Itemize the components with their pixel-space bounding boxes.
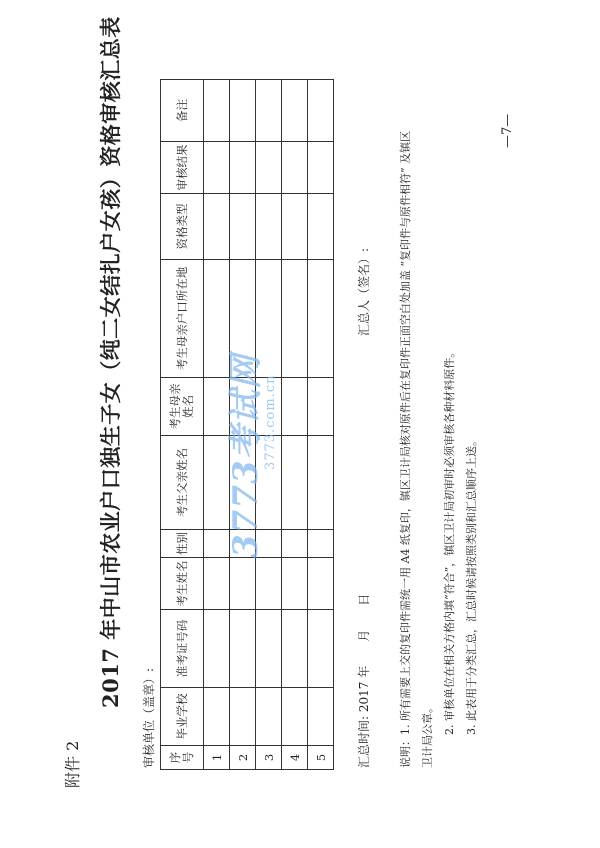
table-cell <box>204 194 230 260</box>
row-number: 5 <box>308 746 334 770</box>
table-cell <box>308 558 334 610</box>
review-unit-label: 审核单位（盖章）: <box>142 667 156 768</box>
note-line: 2. 审核单位在相关方格内填“符合”，镇区卫计局初审时必须审核各种材料原件。 <box>443 346 456 768</box>
table-cell <box>282 558 308 610</box>
table-cell <box>256 558 282 610</box>
table-cell <box>282 194 308 260</box>
table-cell <box>230 688 256 746</box>
row-number: 4 <box>282 746 308 770</box>
watermark-url: 3773.com.cn <box>263 374 278 470</box>
header-cell: 序号 <box>161 746 204 770</box>
table-cell <box>230 80 256 142</box>
table-cell <box>308 194 334 260</box>
table-cell <box>256 80 282 142</box>
header-cell: 资格类型 <box>161 194 204 260</box>
table-cell <box>308 260 334 378</box>
table-cell <box>282 530 308 558</box>
table-cell <box>282 436 308 530</box>
table-cell <box>308 688 334 746</box>
table-cell <box>282 610 308 688</box>
page-title: 2017 年中山市农业户口独生子女（纯二女结扎户女孩）资格审核汇总表 <box>98 16 123 708</box>
header-cell: 备注 <box>161 80 204 142</box>
table-cell <box>204 558 230 610</box>
table-cell <box>282 80 308 142</box>
header-cell: 审核结果 <box>161 142 204 194</box>
table-row <box>282 80 308 770</box>
table-row <box>308 80 334 770</box>
table-cell <box>204 688 230 746</box>
summary-person: 汇总人（签名）: <box>357 247 371 336</box>
table-cell <box>308 610 334 688</box>
table-cell <box>230 194 256 260</box>
table-cell <box>256 142 282 194</box>
header-cell: 考生母亲户口所在地 <box>161 260 204 378</box>
table-cell <box>282 378 308 436</box>
table-cell <box>204 80 230 142</box>
header-cell: 考生母亲姓名 <box>161 378 204 436</box>
table-cell <box>256 194 282 260</box>
table-cell <box>282 142 308 194</box>
header-cell: 准考证号码 <box>161 610 204 688</box>
table-header-row <box>161 80 204 770</box>
table-cell <box>256 610 282 688</box>
table-cell <box>308 80 334 142</box>
watermark-logo: 3773考试网 <box>226 354 266 558</box>
row-number: 2 <box>230 746 256 770</box>
table-cell <box>308 142 334 194</box>
header-cell: 考生姓名 <box>161 558 204 610</box>
page-number: —7— <box>500 113 515 148</box>
row-number: 1 <box>204 746 230 770</box>
summary-time: 汇总时间: 2017 年 月 日 <box>357 593 371 768</box>
note-line: 3. 此表用于分类汇总，汇总时候请按照类别和汇总顺序上送。 <box>465 435 478 768</box>
note-line: 说明：1. 所有需要上交的复印件需统一用 A4 纸复印，镇区卫计局核对原件后在复印件正面空白处加盖 “复印件与原件相符” 及镇区卫计局公章。 <box>399 130 434 768</box>
header-cell: 毕业学校 <box>161 688 204 746</box>
header-cell: 考生父亲姓名 <box>161 436 204 530</box>
notes-block <box>395 128 483 768</box>
table-cell <box>308 436 334 530</box>
table-cell <box>282 688 308 746</box>
table-cell <box>282 260 308 378</box>
table-cell <box>230 610 256 688</box>
attachment-label: 附件 2 <box>63 740 82 788</box>
table-cell <box>230 142 256 194</box>
table-cell <box>308 530 334 558</box>
table-cell <box>204 610 230 688</box>
table-cell <box>256 688 282 746</box>
table-cell <box>230 558 256 610</box>
row-number: 3 <box>256 746 282 770</box>
header-cell: 性别 <box>161 530 204 558</box>
table-cell <box>204 142 230 194</box>
table-cell <box>308 378 334 436</box>
